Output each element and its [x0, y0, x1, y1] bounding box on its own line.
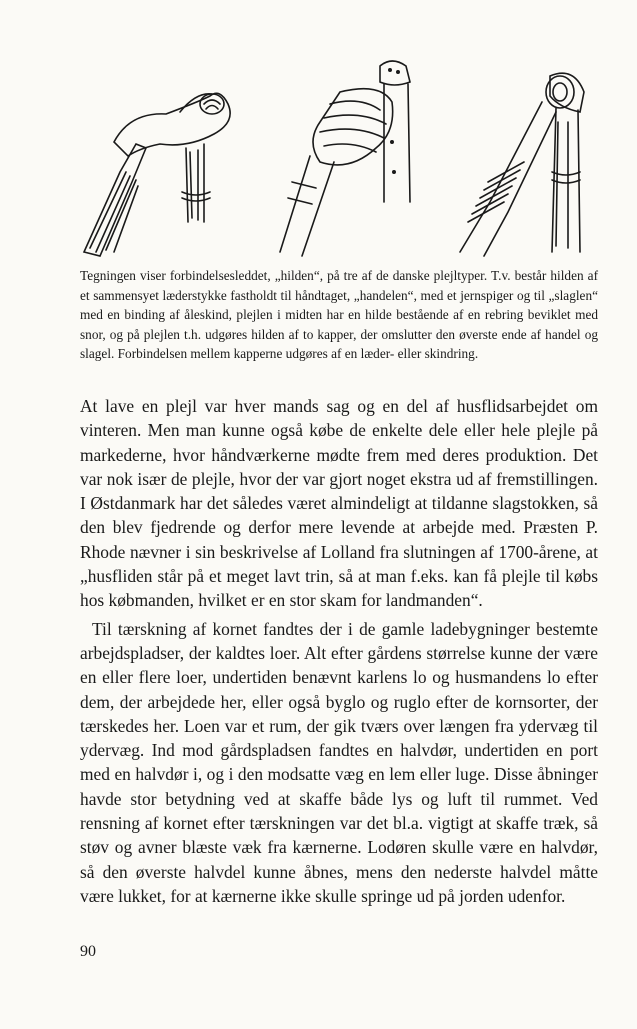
paragraph: Til tærskning af kornet fandtes der i de gamle ladebygninger bestemte arbejdspladser, der kaldtes loer. Alt efter gårdens størrelse kunne der være en eller flere loer, undertiden benævnt karlens lo og husmandens lo efter dem, der arbejdede her, eller også byglo og ruglo efter de kornsorter, der tærskedes her. Loen var et rum, der gik tværs over længen fra ydervæg til ydervæg. Ind mod gårdspladsen fandtes en halvdør, undertiden en port med en halvdør i, og i den modsatte væg en lem eller luge. Disse åbninger havde stor betydning ved at skaffe både lys og luft til rummet. Ved rensning af kornet efter tærskningen var det bl.a. vigtigt at skaffe træk, så støv og avner blæste væk fra kærnerne. Lodøren skulle være en halvdør, så den øverste halvdel kunne åbnes, mens den nederste halvdel måtte være lukket, for at kærnerne ikke skulle springe ud på jorden udenfor. [80, 618, 598, 906]
flail-joints-illustration [80, 52, 600, 264]
body-text [80, 394, 598, 908]
middle-flail-drawing [280, 61, 410, 256]
paragraph: At lave en plejl var hver mands sag og en del af husflidsarbejdet om vinteren. Men man kunne også købe de enkelte dele eller hele plejle på markederne, hvor håndværkerne mødte frem med deres produktion. Det var nok især de plejle, hvor der var gjort noget ekstra ud af fremstillingen. I Østdanmark har det således været almindeligt at tildanne slagstokken, så den blev fjedrende og derfor mere levende at arbejde med. Præsten P. Rhode nævner i sin beskrivelse af Lolland fra slutningen af 1700-årene, at „husfliden står på et meget lavt trin, så at man f.eks. kan få plejle til købs hos købmanden, hvilket er en stor skam for landmanden“. [80, 396, 598, 611]
figure-caption: Tegningen viser forbindelsesleddet, „hilden“, på tre af de danske plejltyper. T.v. består hilden af et sammensyet læderstykke fastholdt til håndtaget, „handelen“, med et jernspiger og til „slaglen“ med en binding af åleskind, plejlen i midten har en hilde bestående af en rebring beviklet med snor, og på plejlen t.h. udgøres hilden af to kapper, der omslutter den øverste ende af handel og slagel. Forbindelsen mellem kapperne udgøres af en læder- eller skindring. [80, 268, 598, 362]
right-flail-drawing [460, 73, 584, 256]
page-number: 90 [80, 943, 96, 960]
left-flail-drawing [84, 93, 230, 256]
